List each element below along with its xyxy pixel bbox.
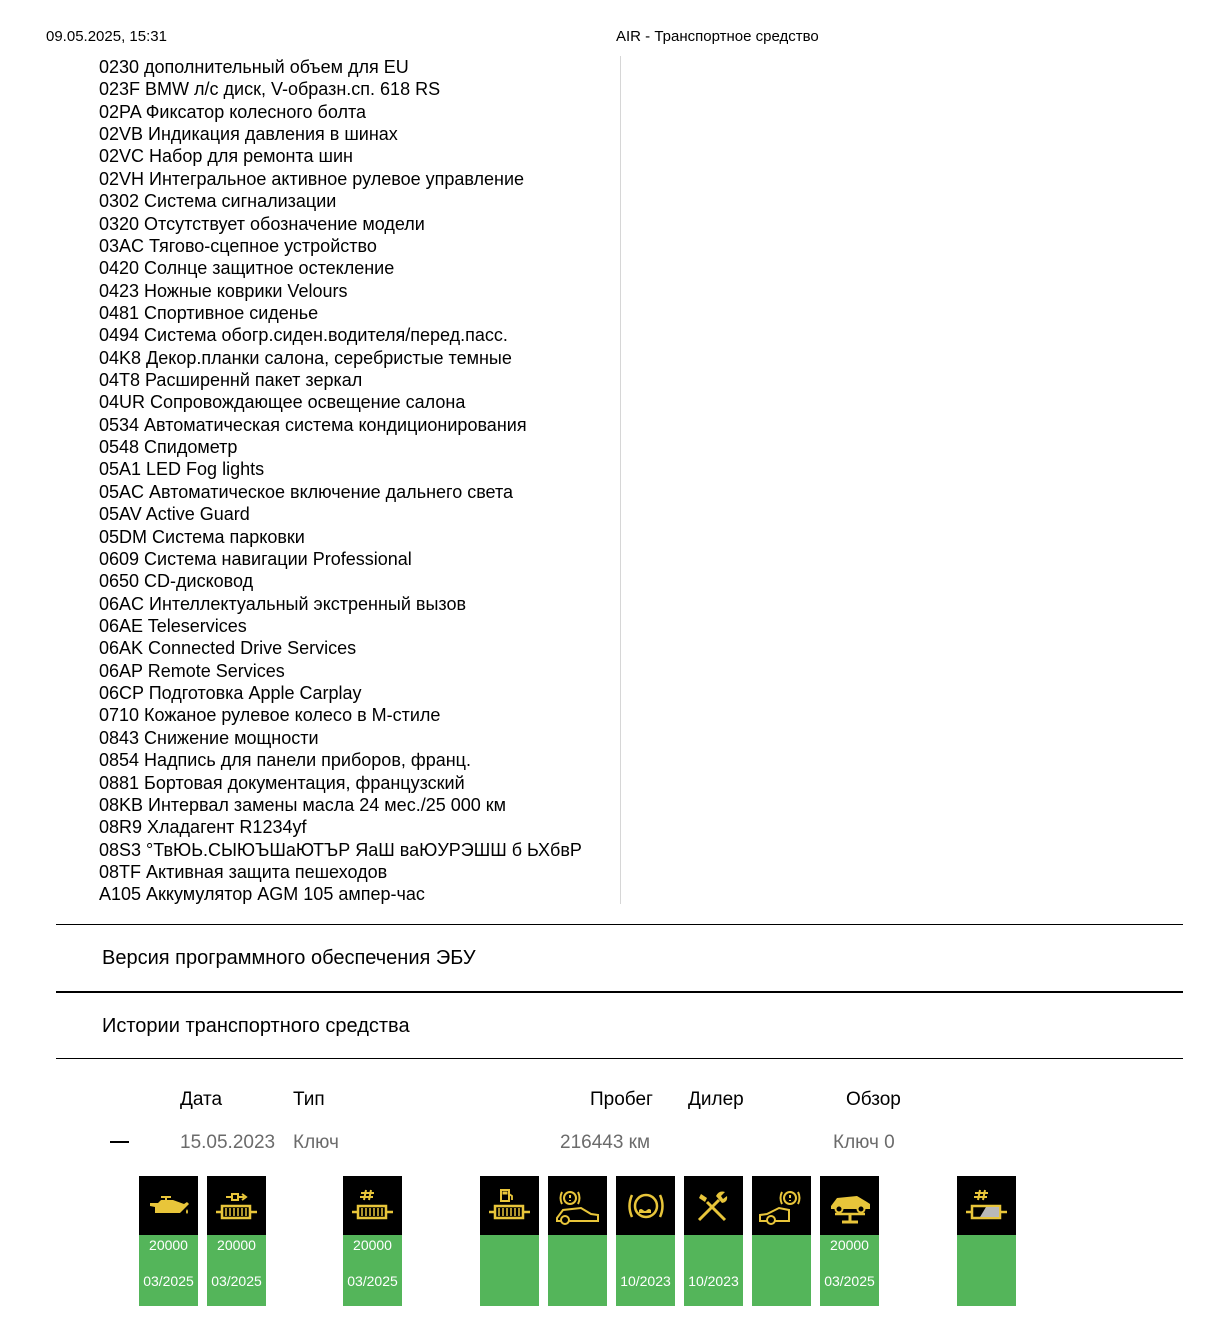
list-item: 06AP Remote Services xyxy=(99,660,285,681)
list-item: 06CP Подготовка Apple Carplay xyxy=(99,683,362,704)
brake-fluid-icon xyxy=(621,1186,671,1226)
service-tile-front-brakes xyxy=(548,1176,607,1306)
list-item: 0881 Бортовая документация, французский xyxy=(99,772,465,793)
front-brakes-icon xyxy=(553,1186,603,1226)
history-row-date: 15.05.2023 xyxy=(180,1132,276,1153)
list-item: 06AC Интеллектуальный экстренный вызов xyxy=(99,593,467,614)
fuel-filter-icon xyxy=(485,1186,535,1226)
air-filter-icon xyxy=(212,1186,262,1226)
list-item: 02VB Индикация давления в шинах xyxy=(99,124,398,145)
microfilter-icon xyxy=(348,1186,398,1226)
particle-filter-icon xyxy=(962,1186,1012,1226)
service-tile-particle-filter xyxy=(957,1176,1016,1306)
list-item: 02VC Набор для ремонта шин xyxy=(99,146,353,167)
print-datetime: 09.05.2025, 15:31 xyxy=(46,28,167,45)
list-item: 08S3 °ТвЮЬ.СЫЮЪШаЮТЪР ЯаШ ваЮУРЭШШ б ЬХбвР xyxy=(99,839,582,860)
tile-mileage: 20000 xyxy=(217,1237,256,1253)
vehicle-options-list xyxy=(99,56,619,906)
list-item: 08KB Интервал замены масла 24 мес./25 000 км xyxy=(99,794,506,815)
service-tile-engine-oil xyxy=(139,1176,198,1306)
list-item: 0423 Ножные коврики Velours xyxy=(99,280,348,301)
list-item: 0230 дополнительный объем для EU xyxy=(99,57,409,77)
history-row-mileage: 216443 км xyxy=(560,1132,651,1153)
list-item: 08TF Активная защита пешеходов xyxy=(99,861,388,882)
column-header-dealer: Дилер xyxy=(688,1089,744,1110)
tile-date: 10/2023 xyxy=(620,1273,671,1289)
tile-mileage: 20000 xyxy=(149,1237,188,1253)
tile-mileage: 20000 xyxy=(353,1237,392,1253)
list-item: 06AK Connected Drive Services xyxy=(99,638,357,659)
history-row-type: Ключ xyxy=(293,1132,339,1153)
service-tile-microfilter xyxy=(343,1176,402,1306)
page-title: AIR - Транспортное средство xyxy=(616,28,819,45)
column-header-date: Дата xyxy=(180,1089,223,1110)
vehicle-inspection-icon xyxy=(825,1186,875,1226)
engine-oil-icon xyxy=(144,1186,194,1226)
list-item: 0854 Надпись для панели приборов, франц. xyxy=(99,750,471,771)
list-item: 05A1 LED Fog lights xyxy=(99,459,265,480)
column-header-overview: Обзор xyxy=(846,1089,901,1110)
list-item: 04K8 Декор.планки салона, серебристые темные xyxy=(99,347,512,368)
tile-date: 03/2025 xyxy=(824,1273,875,1289)
tile-date: 10/2023 xyxy=(688,1273,739,1289)
list-item: 05AV Active Guard xyxy=(99,504,250,525)
list-item: 0494 Система обогр.сиден.водителя/перед.пасс. xyxy=(99,325,508,346)
list-item: 04T8 Расширеннй пакет зеркал xyxy=(99,370,363,391)
vehicle-check-icon xyxy=(689,1186,739,1226)
service-tile-fuel-filter xyxy=(480,1176,539,1306)
column-header-mileage: Пробег xyxy=(590,1089,653,1110)
ecu-software-section-header[interactable]: Версия программного обеспечения ЭБУ xyxy=(102,947,476,969)
list-item: 0843 Снижение мощности xyxy=(99,727,319,748)
list-item: 04UR Сопровождающее освещение салона xyxy=(99,392,466,413)
tile-mileage: 20000 xyxy=(830,1237,869,1253)
service-tile-brake-fluid xyxy=(616,1176,675,1306)
collapse-row-button[interactable] xyxy=(110,1141,129,1143)
list-item: 02VH Интегральное активное рулевое управление xyxy=(99,168,525,189)
list-item: 0534 Автоматическая система кондиционирования xyxy=(99,414,527,435)
tile-date: 03/2025 xyxy=(347,1273,398,1289)
section-divider xyxy=(56,991,1183,993)
list-item: 03AC Тягово-сцепное устройство xyxy=(99,235,377,256)
list-item: 0710 Кожаное рулевое колесо в М-стиле xyxy=(99,705,441,726)
service-tile-vehicle-check xyxy=(684,1176,743,1306)
service-tile-rear-brakes xyxy=(752,1176,811,1306)
list-item: 05DM Система парковки xyxy=(99,526,305,547)
service-tile-air-filter xyxy=(207,1176,266,1306)
list-item: 08R9 Хладагент R1234yf xyxy=(99,817,307,838)
tile-date: 03/2025 xyxy=(143,1273,194,1289)
rear-brakes-icon xyxy=(757,1186,807,1226)
service-tile-vehicle-inspection xyxy=(820,1176,879,1306)
list-item: 0420 Солнце защитное остекление xyxy=(99,258,395,279)
tile-date: 03/2025 xyxy=(211,1273,262,1289)
list-item: 0609 Система навигации Professional xyxy=(99,548,412,569)
column-divider xyxy=(620,56,621,904)
section-divider xyxy=(56,924,1183,925)
list-item: 02PA Фиксатор колесного болта xyxy=(99,101,367,122)
list-item: 0481 Спортивное сиденье xyxy=(99,302,319,323)
list-item: 0548 Спидометр xyxy=(99,437,238,458)
list-item: 023F BMW л/с диск, V-образн.сп. 618 RS xyxy=(99,79,441,100)
list-item: 0320 Отсутствует обозначение модели xyxy=(99,213,425,234)
section-divider xyxy=(56,1058,1183,1059)
vehicle-history-section-header[interactable]: Истории транспортного средства xyxy=(102,1015,410,1037)
list-item: A105 Аккумулятор AGM 105 ампер-час xyxy=(99,884,425,905)
list-item: 06AE Teleservices xyxy=(99,615,247,636)
column-header-type: Тип xyxy=(293,1089,325,1110)
list-item: 0302 Система сигнализации xyxy=(99,191,337,212)
list-item: 05AC Автоматическое включение дальнего света xyxy=(99,481,514,502)
history-row-overview: Ключ 0 xyxy=(833,1132,895,1153)
list-item: 0650 CD-дисковод xyxy=(99,571,254,592)
